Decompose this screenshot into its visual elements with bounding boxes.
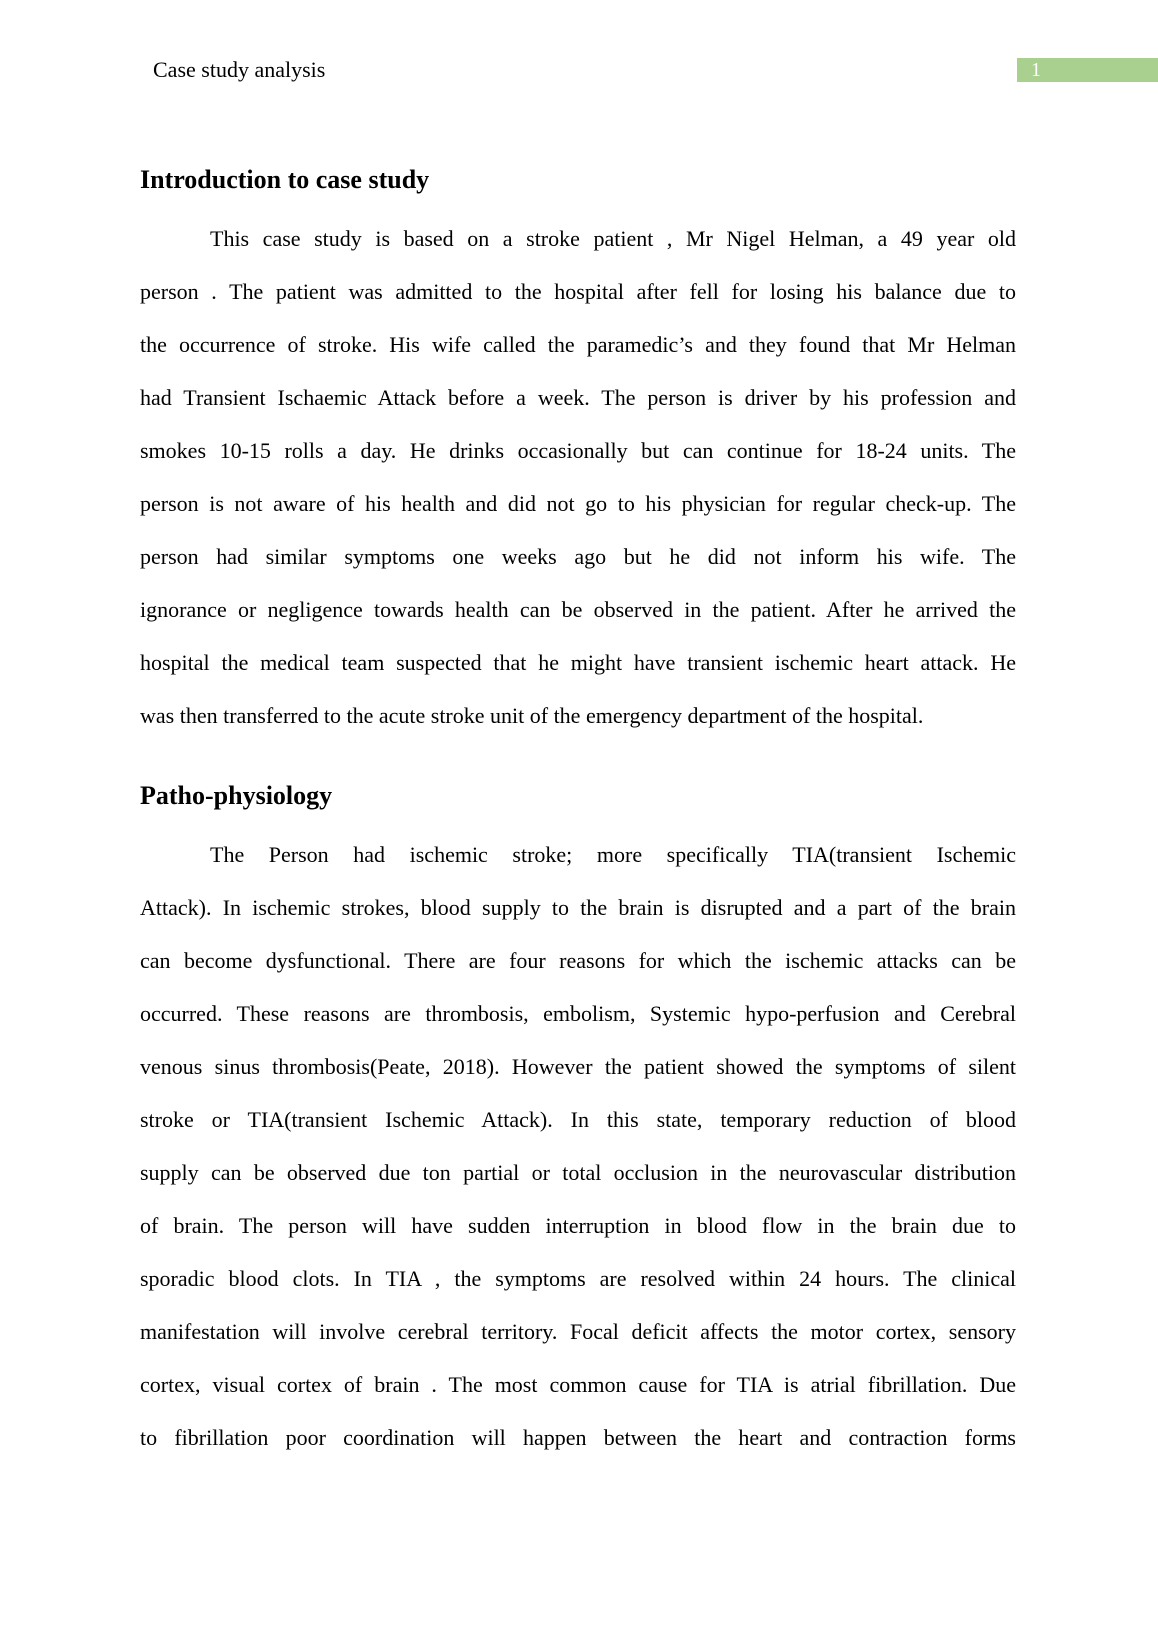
- text-line: hospital the medical team suspected that he might have transient ischemic heart attack. He: [140, 650, 1016, 675]
- page-number-badge: 1: [1017, 58, 1158, 82]
- text-line: person . The patient was admitted to the hospital after fell for losing his balance due to: [140, 279, 1016, 304]
- text-line: manifestation will involve cerebral territory. Focal deficit affects the motor cortex, sensory: [140, 1319, 1016, 1344]
- text-line: was then transferred to the acute stroke unit of the emergency department of the hospital.: [140, 703, 924, 728]
- text-line: smokes 10-15 rolls a day. He drinks occasionally but can continue for 18-24 units. The: [140, 438, 1016, 463]
- section-heading-pathophysiology: Patho-physiology: [140, 781, 333, 810]
- text-line: sporadic blood clots. In TIA , the symptoms are resolved within 24 hours. The clinical: [140, 1266, 1016, 1291]
- text-line: This case study is based on a stroke patient , Mr Nigel Helman, a 49 year old: [210, 226, 1016, 251]
- text-line: The Person had ischemic stroke; more specifically TIA(transient Ischemic: [210, 842, 1016, 867]
- text-line: the occurrence of stroke. His wife called the paramedic’s and they found that Mr Helman: [140, 332, 1016, 357]
- text-line: had Transient Ischaemic Attack before a week. The person is driver by his profession and: [140, 385, 1016, 410]
- text-line: Attack). In ischemic strokes, blood supply to the brain is disrupted and a part of the brain: [140, 895, 1016, 920]
- text-line: can become dysfunctional. There are four reasons for which the ischemic attacks can be: [140, 948, 1016, 973]
- text-line: occurred. These reasons are thrombosis, embolism, Systemic hypo-perfusion and Cerebral: [140, 1001, 1016, 1026]
- text-line: person had similar symptoms one weeks ago but he did not inform his wife. The: [140, 544, 1016, 569]
- text-line: supply can be observed due ton partial or total occlusion in the neurovascular distribution: [140, 1160, 1016, 1185]
- text-line: ignorance or negligence towards health can be observed in the patient. After he arrived the: [140, 597, 1016, 622]
- section-heading-introduction: Introduction to case study: [140, 165, 430, 194]
- text-line: cortex, visual cortex of brain . The most common cause for TIA is atrial fibrillation. Due: [140, 1372, 1016, 1397]
- text-line: stroke or TIA(transient Ischemic Attack). In this state, temporary reduction of blood: [140, 1107, 1016, 1132]
- text-line: to fibrillation poor coordination will happen between the heart and contraction forms: [140, 1425, 1016, 1450]
- text-line: venous sinus thrombosis(Peate, 2018). However the patient showed the symptoms of silent: [140, 1054, 1016, 1079]
- text-line: of brain. The person will have sudden interruption in blood flow in the brain due to: [140, 1213, 1016, 1238]
- header-title: Case study analysis: [153, 57, 326, 82]
- text-line: person is not aware of his health and did not go to his physician for regular check-up. The: [140, 491, 1016, 516]
